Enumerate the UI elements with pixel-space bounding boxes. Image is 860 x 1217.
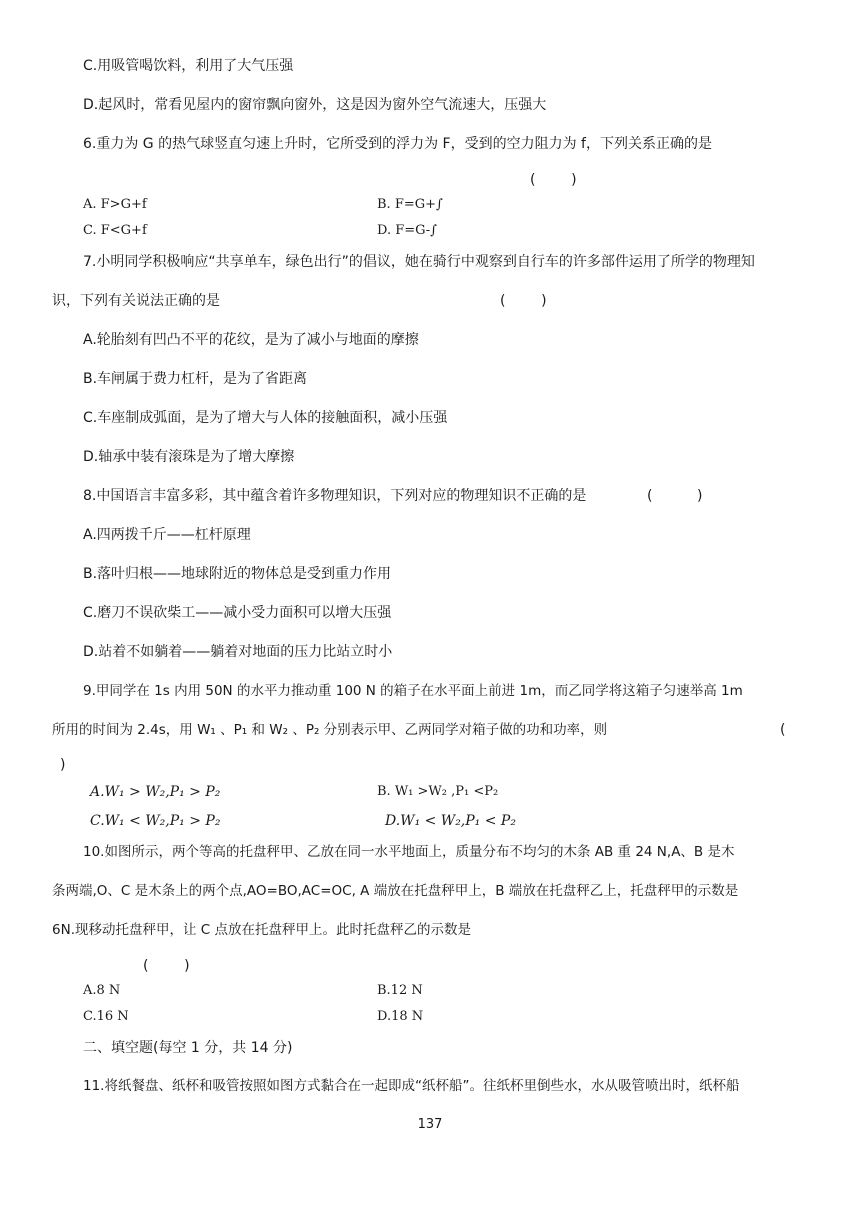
q10-option-a: A.8 N [83,983,121,998]
q10-option-d: D.18 N [377,1009,424,1024]
q9-option-d: D.W₁ < W₂,P₁ < P₂ [385,813,516,829]
q10-option-b: B.12 N [377,983,423,998]
q8-stem: 8.中国语言丰富多彩，其中蕴含着许多物理知识，下列对应的物理知识不正确的是 [83,488,587,504]
q6-answer-paren: ( ) [530,172,577,188]
q7-answer-paren: ( ) [500,293,547,309]
q9-answer-paren-open: ( [780,722,786,738]
q9-option-b: B. W₁ >W₂ ,P₁ <P₂ [377,784,499,799]
q9-answer-paren-close: ) [60,757,66,773]
q5-option-d: D.起风时，常看见屋内的窗帘飘向窗外，这是因为窗外空气流速大，压强大 [83,97,547,113]
q9-stem-line1: 9.甲同学在 1s 内用 50N 的水平力推动重 100 N 的箱子在水平面上前进 1m，而乙同学将这箱子匀速举高 1m [83,683,743,699]
q8-option-d: D.站着不如躺着——躺着对地面的压力比站立时小 [83,644,393,660]
q10-option-c: C.16 N [83,1009,129,1024]
q9-option-a: A.W₁ > W₂,P₁ > P₂ [90,784,221,800]
q7-option-d: D.轴承中装有滚珠是为了增大摩擦 [83,449,295,465]
q7-option-c: C.车座制成弧面，是为了增大与人体的接触面积，减小压强 [83,410,448,426]
q9-option-c: C.W₁ < W₂,P₁ > P₂ [90,813,221,829]
q11-stem-line1: 11.将纸餐盘、纸杯和吸管按照如图方式黏合在一起即成“纸杯船”。往纸杯里倒些水，水从吸管喷出时，纸杯船 [83,1078,740,1094]
page-number: 137 [417,1117,443,1132]
q8-option-c: C.磨刀不误砍柴工——减小受力面积可以增大压强 [83,605,392,621]
section-heading-fill-in: 二、填空题(每空 1 分，共 14 分) [83,1040,293,1056]
q6-option-c: C. F<G+f [83,223,147,238]
q10-stem-line3: 6N.现移动托盘秤甲，让 C 点放在托盘秤甲上。此时托盘秤乙的示数是 [52,922,471,938]
q6-option-a: A. F>G+f [83,197,147,212]
q9-stem-line2: 所用的时间为 2.4s，用 W₁ 、P₁ 和 W₂ 、P₂ 分别表示甲、乙两同学对箱子做的功和功率，则 [52,722,608,738]
q7-option-b: B.车闸属于费力杠杆，是为了省距离 [83,371,308,387]
q10-stem-line1: 10.如图所示，两个等高的托盘秤甲、乙放在同一水平地面上，质量分布不均匀的木条 AB 重 24 N,A、B 是木 [83,844,735,860]
q10-stem-line2: 条两端,O、C 是木条上的两个点,AO=BO,AC=OC, A 端放在托盘秤甲上，B 端放在托盘秤乙上，托盘秤甲的示数是 [52,883,739,899]
q5-option-c: C.用吸管喝饮料，利用了大气压强 [83,58,294,74]
q8-option-b: B.落叶归根——地球附近的物体总是受到重力作用 [83,566,392,582]
q7-option-a: A.轮胎刻有凹凸不平的花纹，是为了减小与地面的摩擦 [83,332,419,348]
q7-stem-line1: 7.小明同学积极响应“共享单车，绿色出行”的倡议，她在骑行中观察到自行车的许多部件运用了所学的物理知 [83,254,755,270]
q8-option-a: A.四两拨千斤——杠杆原理 [83,527,251,543]
q8-answer-paren: ( ) [647,488,703,504]
q6-stem: 6.重力为 G 的热气球竖直匀速上升时，它所受到的浮力为 F，受到的空力阻力为 f，下列关系正确的是 [83,136,712,152]
q6-option-b: B. F=G+∫ [377,197,443,212]
q6-option-d: D. F=G-∫ [377,223,437,238]
q7-stem-line2: 识，下列有关说法正确的是 [52,293,220,309]
q10-answer-paren: ( ) [143,958,190,974]
